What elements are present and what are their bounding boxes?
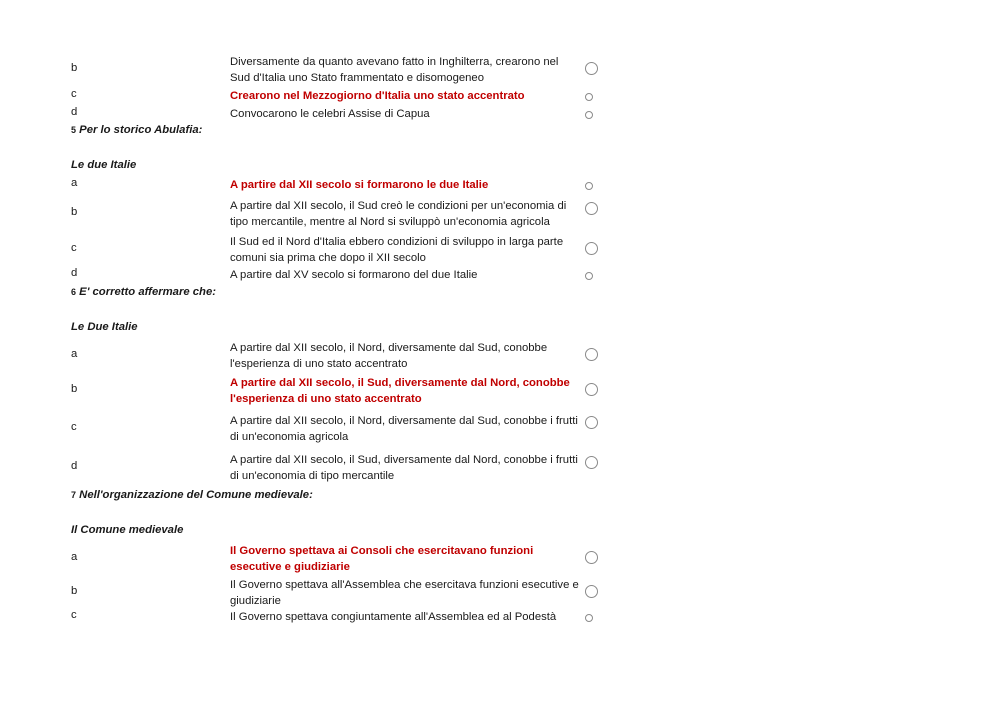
option-letter: c (71, 88, 77, 100)
question-topic: Le due Italie (71, 159, 137, 171)
option-text-correct: A partire dal XII secolo si formarono le due Italie (230, 179, 489, 191)
option-text: Il Governo spettava congiuntamente all'Assemblea ed al Podestà (230, 611, 557, 623)
option-letter: d (71, 106, 78, 118)
answer-radio[interactable] (585, 272, 593, 280)
question-topic: Le Due Italie (71, 321, 138, 333)
answer-radio[interactable] (585, 242, 598, 255)
option-text: A partire dal XII secolo, il Sud creò le condizioni per un'economia di tipo mercantile, mentre al Nord si sviluppò un'economia agricola (230, 200, 567, 228)
option-letter: c (71, 242, 77, 254)
answer-radio[interactable] (585, 93, 593, 101)
option-letter: d (71, 267, 78, 279)
option-text: Il Sud ed il Nord d'Italia ebbero condizioni di sviluppo in larga parte comuni sia prima che dopo il XII secolo (230, 236, 564, 264)
option-text: A partire dal XV secolo si formarono del due Italie (230, 269, 478, 281)
answer-radio[interactable] (585, 348, 598, 361)
option-text: Convocarono le celebri Assise di Capua (230, 108, 430, 120)
option-letter: b (71, 206, 78, 218)
option-letter: d (71, 460, 78, 472)
answer-radio[interactable] (585, 416, 598, 429)
question-heading: 7 Nell'organizzazione del Comune medievale: (71, 489, 313, 501)
answer-radio[interactable] (585, 585, 598, 598)
answer-radio[interactable] (585, 111, 593, 119)
option-letter: b (71, 383, 78, 395)
option-letter: a (71, 177, 78, 189)
answer-radio[interactable] (585, 614, 593, 622)
option-letter: b (71, 62, 78, 74)
answer-radio[interactable] (585, 456, 598, 469)
answer-radio[interactable] (585, 202, 598, 215)
option-text-correct: A partire dal XII secolo, il Sud, diversamente dal Nord, conobbe l'esperienza di uno stato accentrato (230, 377, 570, 405)
question-topic: Il Comune medievale (71, 524, 184, 536)
option-letter: a (71, 348, 78, 360)
answer-radio[interactable] (585, 383, 598, 396)
option-text-correct: Il Governo spettava ai Consoli che esercitavano funzioni esecutive e giudiziarie (230, 545, 534, 573)
question-heading: 5 Per lo storico Abulafia: (71, 124, 203, 136)
option-text: A partire dal XII secolo, il Nord, diversamente dal Sud, conobbe l'esperienza di uno stato accentrato (230, 342, 548, 370)
option-text: A partire dal XII secolo, il Nord, diversamente dal Sud, conobbe i frutti di un'economia agricola (230, 415, 578, 443)
option-text: Il Governo spettava all'Assemblea che esercitava funzioni esecutive e giudiziarie (230, 579, 579, 607)
option-letter: a (71, 551, 78, 563)
option-letter: c (71, 609, 77, 621)
option-text: A partire dal XII secolo, il Sud, diversamente dal Nord, conobbe i frutti di un'economia di tipo mercantile (230, 454, 578, 482)
option-letter: c (71, 421, 77, 433)
answer-radio[interactable] (585, 551, 598, 564)
answer-radio[interactable] (585, 62, 598, 75)
answer-radio[interactable] (585, 182, 593, 190)
option-text-correct: Crearono nel Mezzogiorno d'Italia uno stato accentrato (230, 90, 525, 102)
question-heading: 6 E' corretto affermare che: (71, 286, 216, 298)
option-text: Diversamente da quanto avevano fatto in Inghilterra, crearono nel Sud d'Italia uno Stato frammentato e disomogeneo (230, 56, 559, 84)
option-letter: b (71, 585, 78, 597)
